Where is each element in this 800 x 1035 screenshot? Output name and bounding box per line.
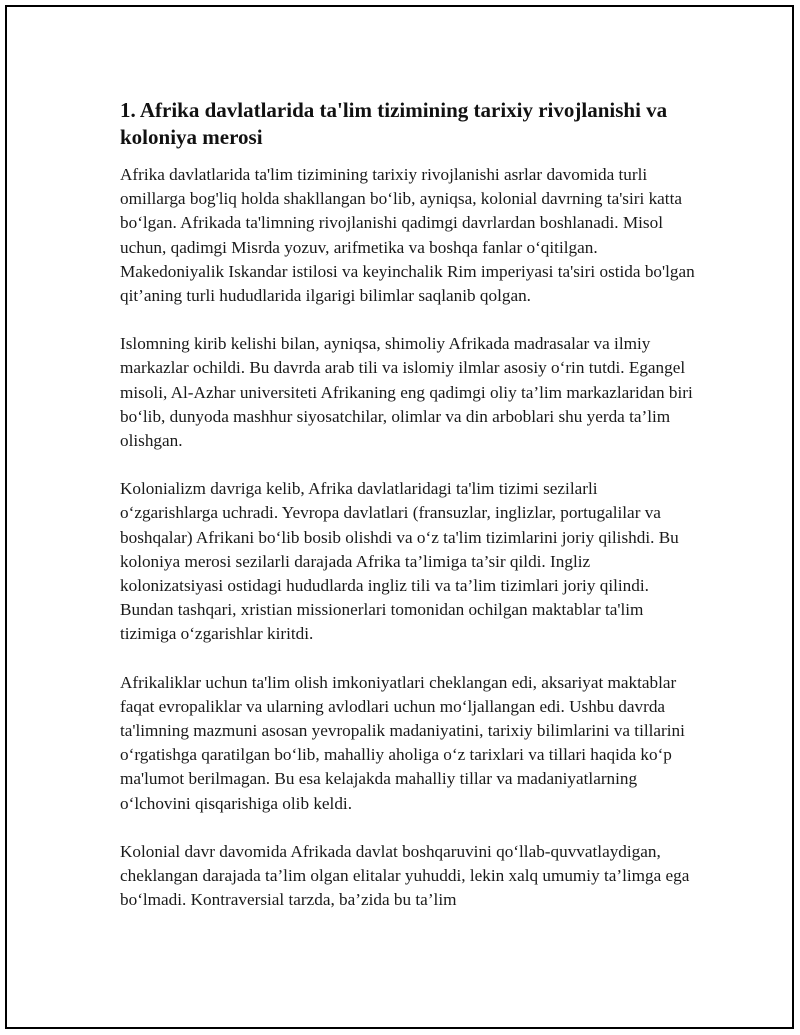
document-body	[120, 97, 695, 936]
paragraph-islamic-period: Islomning kirib kelishi bilan, ayniqsa, shimoliy Afrikada madrasalar va ilmiy markazlar ochildi. Bu davrda arab tili va islomiy ilmlar asosiy o‘rin tutdi. Egangel misoli, Al-Azhar universiteti Afrikaning eng qadimgi oliy ta’lim markazlaridan biri bo‘lib, dunyoda mashhur siyosatchilar, olimlar va din arboblari shu yerda ta’lim olishgan.	[120, 334, 693, 451]
paragraph-colonialism: Kolonializm davriga kelib, Afrika davlatlaridagi ta'lim tizimi sezilarli o‘zgarishlarga uchradi. Yevropa davlatlari (fransuzlar, inglizlar, portugalilar va boshqalar) Afrikani bo‘lib bosib olishdi va o‘z ta'lim tizimlarini joriy qilishdi. Bu koloniya merosi sezilarli darajada Afrika ta’limiga ta’sir qildi. Ingliz kolonizatsiyasi ostidagi hududlarda ingliz tili va ta’lim tizimlari joriy qilindi. Bundan tashqari, xristian missionerlari tomonidan ochilgan maktablar ta'lim tizimiga o‘zgarishlar kiritdi.	[120, 479, 679, 644]
section-heading: 1. Afrika davlatlarida ta'lim tizimining tarixiy rivojlanishi va koloniya merosi	[120, 98, 668, 149]
document-page	[5, 5, 794, 1029]
paragraph-pre-islamic-history: Afrika davlatlarida ta'lim tizimining tarixiy rivojlanishi asrlar davomida turli omillarga bog'liq holda shakllangan bo‘lib, ayniqsa, kolonial davrning ta'siri katta bo‘lgan. Afrikada ta'limning rivojlanishi qadimgi davrlardan boshlanadi. Misol uchun, qadimgi Misrda yozuv, arifmetika va boshqa fanlar o‘qitilgan. Makedoniyalik Iskandar istilosi va keyinchalik Rim imperiyasi ta'siri ostida bo'lgan qit’aning turli hududlarida ilgarigi bilimlar saqlanib qolgan.	[120, 165, 695, 306]
paragraph-limited-access: Afrikaliklar uchun ta'lim olish imkoniyatlari cheklangan edi, aksariyat maktablar faqat evropaliklar va ularning avlodlari uchun mo‘ljallangan edi. Ushbu davrda ta'limning mazmuni asosan yevropalik madaniyatini, tarixiy bilimlarini va tillarini o‘rgatishga qaratilgan bo‘lib, mahalliy aholiga o‘z tarixlari va tillari haqida ko‘p ma'lumot berilmagan. Bu esa kelajakda mahalliy tillar va madaniyatlarning o‘lchovini qisqarishiga olib keldi.	[120, 672, 685, 813]
paragraph-colonial-elites: Kolonial davr davomida Afrikada davlat boshqaruvini qo‘llab-quvvatlaydigan, cheklangan darajada ta’lim olgan elitalar yuhuddi, lekin xalq umumiy ta’limga ega bo‘lmadi. Kontraversial tarzda, ba’zida bu ta’lim	[120, 841, 690, 910]
